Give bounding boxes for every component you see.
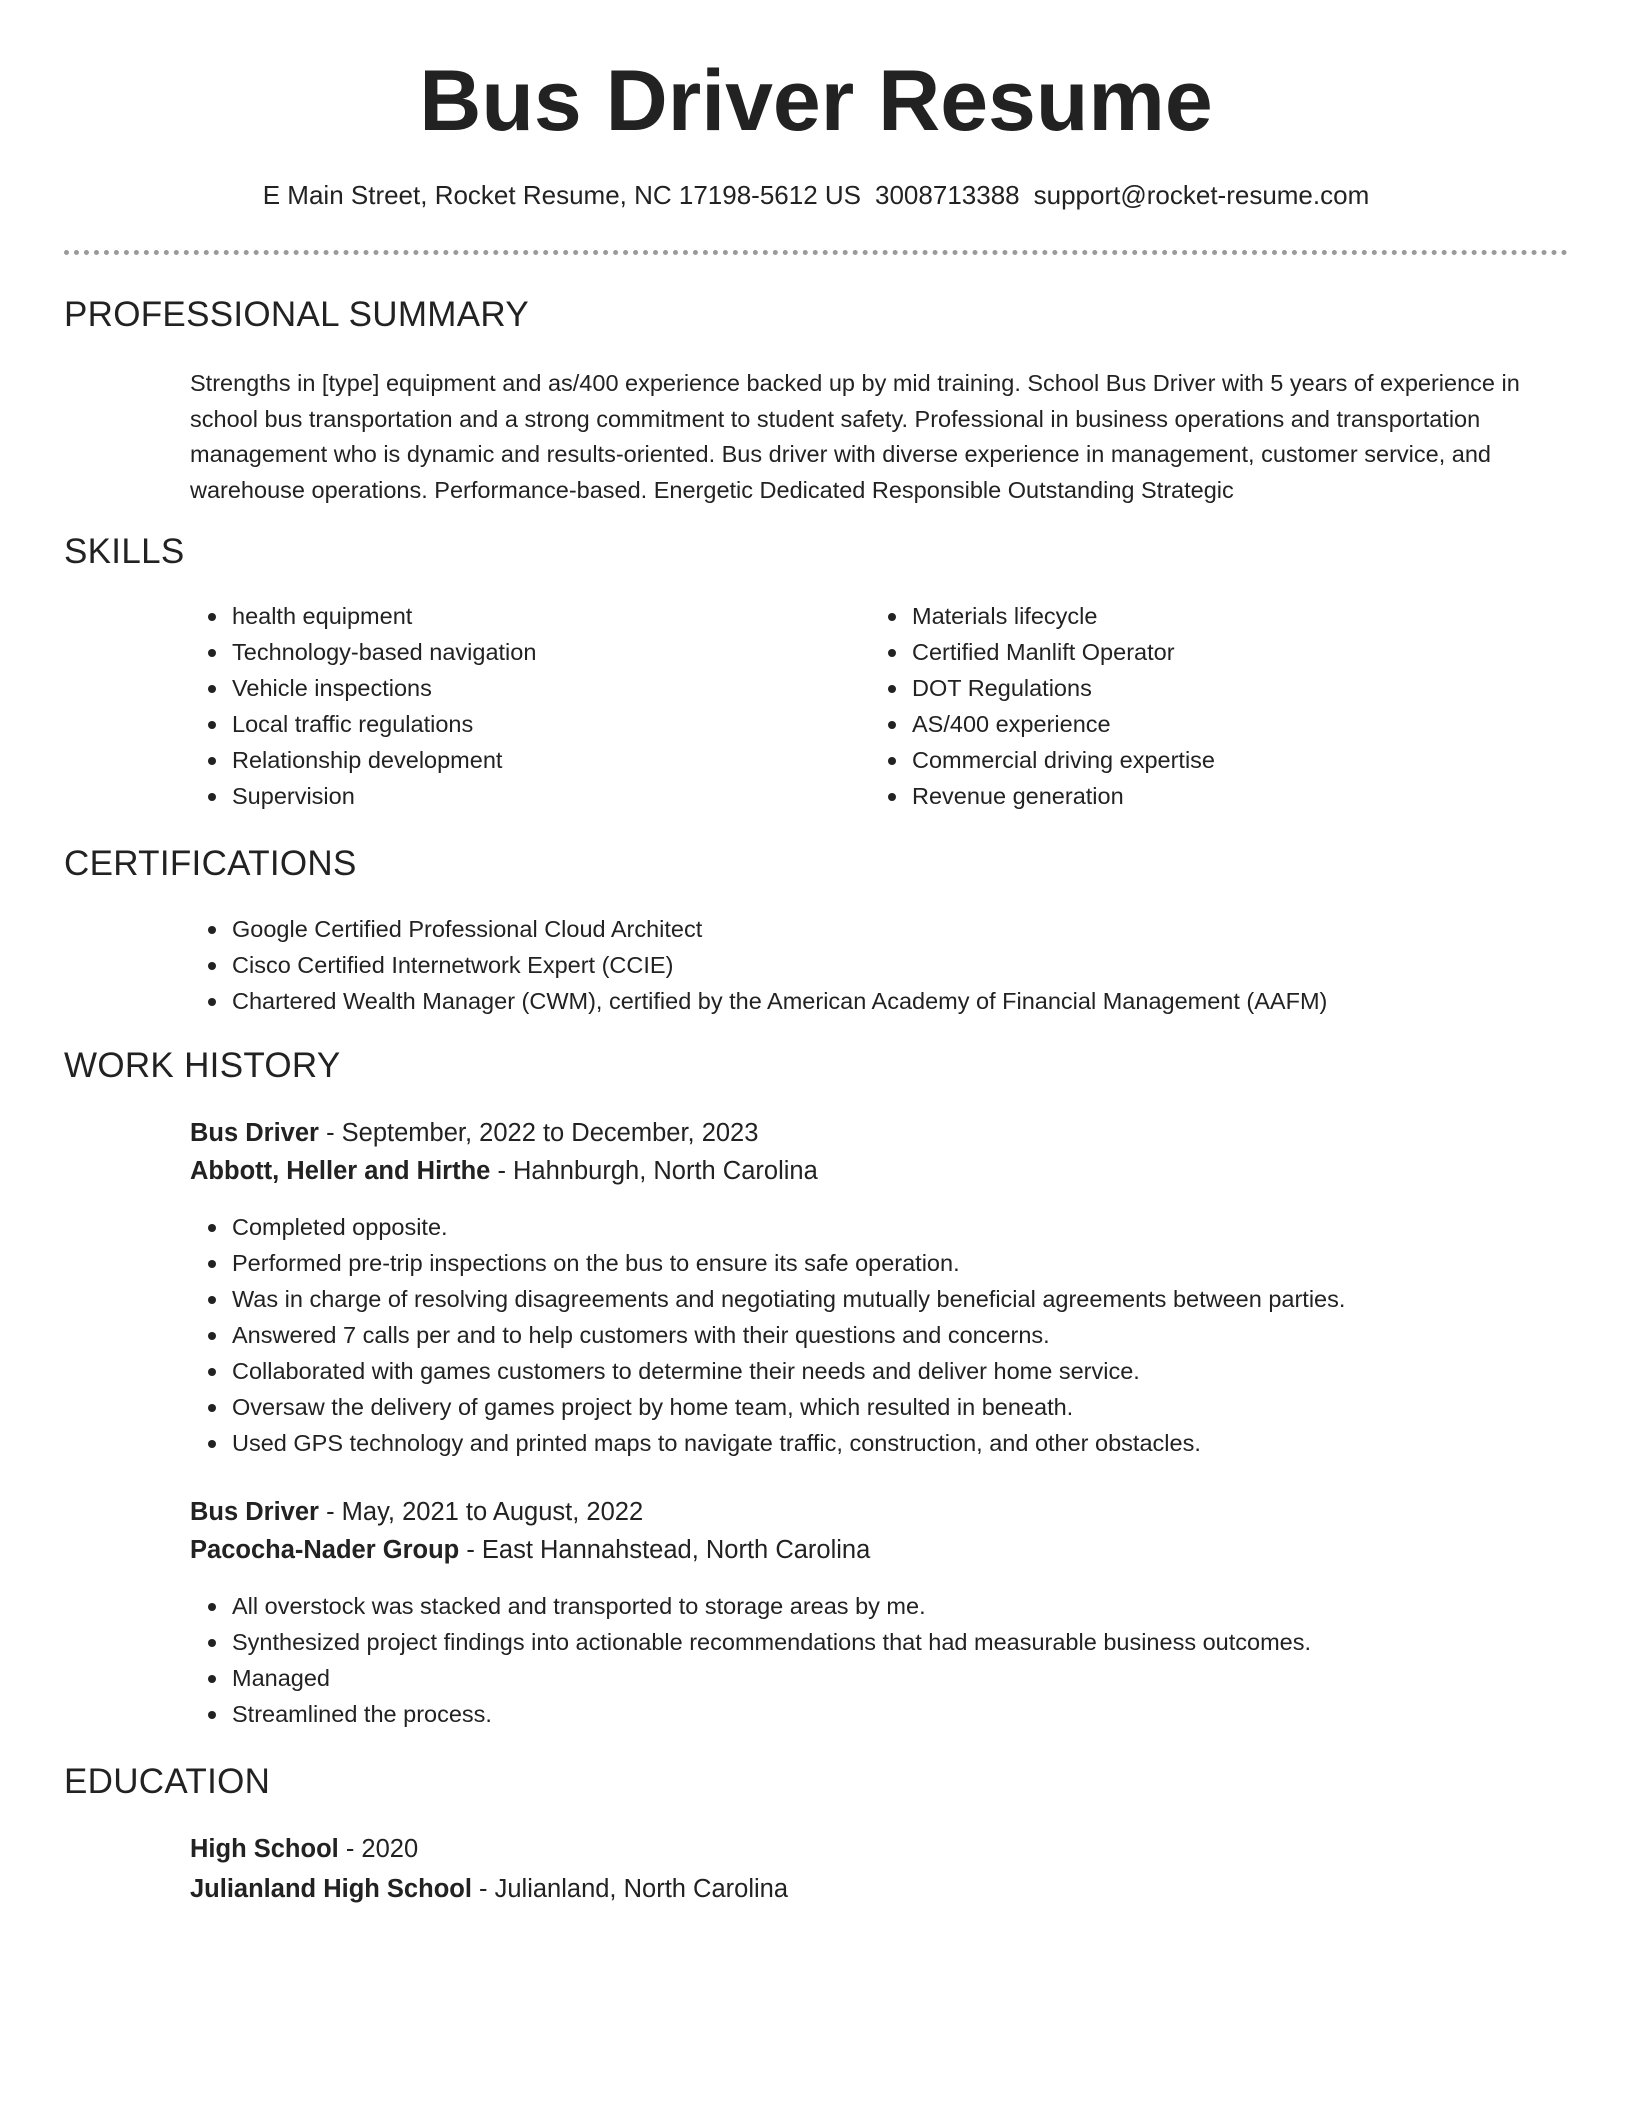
- job-duty-item: Managed: [232, 1660, 1311, 1696]
- job-title-line: [190, 1118, 758, 1149]
- summary-heading: PROFESSIONAL SUMMARY: [64, 295, 529, 334]
- job-company-line: [190, 1156, 818, 1187]
- job-duty-item: Streamlined the process.: [232, 1696, 1311, 1732]
- job-dates: - May, 2021 to August, 2022: [318, 1498, 644, 1526]
- certifications-heading: CERTIFICATIONS: [64, 844, 357, 883]
- skill-item: Technology-based navigation: [232, 634, 536, 670]
- resume-title: Bus Driver Resume: [419, 53, 1213, 149]
- job-duty-item: Answered 7 calls per and to help customers with their questions and concerns.: [232, 1317, 1345, 1353]
- contact-phone: 3008713388: [875, 180, 1020, 210]
- skills-heading: SKILLS: [64, 532, 185, 571]
- skill-item: DOT Regulations: [912, 670, 1215, 706]
- job-role: Bus Driver: [190, 1119, 319, 1147]
- job-company: Pacocha-Nader Group: [190, 1536, 460, 1564]
- certifications-list: [190, 911, 1327, 1019]
- skill-item: Commercial driving expertise: [912, 742, 1215, 778]
- skill-item: AS/400 experience: [912, 706, 1215, 742]
- job-company: Abbott, Heller and Hirthe: [190, 1157, 491, 1185]
- job-role: Bus Driver: [190, 1498, 319, 1526]
- summary-text: Strengths in [type] equipment and as/400 experience backed up by mid training. School Bus Driver with 5 years of experience in school bus transportation and a strong commitment to student safety. Professional in business operations and transportation management who is dynamic and results-oriented. Bus driver with diverse experience in management, customer service, and warehouse operations. Performance-based. Energetic Dedicated Responsible Outstanding Strategic: [190, 370, 1520, 503]
- job-duty-item: All overstock was stacked and transported to storage areas by me.: [232, 1588, 1311, 1624]
- header-divider: [64, 250, 1568, 255]
- contact-email: support@rocket-resume.com: [1033, 180, 1370, 210]
- skills-list-left: [190, 598, 536, 814]
- skill-item: health equipment: [232, 598, 536, 634]
- education-school-line: [190, 1874, 788, 1905]
- job-company-line: [190, 1535, 870, 1566]
- skills-list-right: [870, 598, 1215, 814]
- job-duty-item: Completed opposite.: [232, 1209, 1345, 1245]
- skill-item: Relationship development: [232, 742, 536, 778]
- certification-item: Chartered Wealth Manager (CWM), certified by the American Academy of Financial Management (AAFM): [232, 983, 1327, 1019]
- job-duty-item: Was in charge of resolving disagreements and negotiating mutually beneficial agreements between parties.: [232, 1281, 1345, 1317]
- certification-item: Cisco Certified Internetwork Expert (CCIE): [232, 947, 1327, 983]
- skill-item: Local traffic regulations: [232, 706, 536, 742]
- work-history-heading: WORK HISTORY: [64, 1046, 341, 1085]
- skill-item: Revenue generation: [912, 778, 1215, 814]
- job-duty-item: Performed pre-trip inspections on the bus to ensure its safe operation.: [232, 1245, 1345, 1281]
- skill-item: Materials lifecycle: [912, 598, 1215, 634]
- education-school: Julianland High School: [190, 1875, 472, 1903]
- skill-item: Certified Manlift Operator: [912, 634, 1215, 670]
- job-dates: - September, 2022 to December, 2023: [318, 1119, 759, 1147]
- job-duty-item: Oversaw the delivery of games project by home team, which resulted in beneath.: [232, 1389, 1345, 1425]
- contact-address: E Main Street, Rocket Resume, NC 17198-5612 US: [262, 180, 862, 210]
- education-degree: High School: [190, 1835, 339, 1863]
- job-duty-item: Used GPS technology and printed maps to navigate traffic, construction, and other obstacles.: [232, 1425, 1345, 1461]
- education-location: - Julianland, North Carolina: [471, 1875, 789, 1903]
- skill-item: Supervision: [232, 778, 536, 814]
- job-duty-item: Synthesized project findings into actionable recommendations that had measurable business outcomes.: [232, 1624, 1311, 1660]
- job-duties-list: [190, 1209, 1345, 1461]
- job-duty-item: Collaborated with games customers to determine their needs and deliver home service.: [232, 1353, 1345, 1389]
- skill-item: Vehicle inspections: [232, 670, 536, 706]
- job-location: - East Hannahstead, North Carolina: [459, 1536, 871, 1564]
- education-year: - 2020: [338, 1835, 419, 1863]
- contact-line: [0, 180, 1632, 211]
- job-duties-list: [190, 1588, 1311, 1732]
- education-degree-line: [190, 1834, 418, 1865]
- education-heading: EDUCATION: [64, 1762, 271, 1801]
- job-title-line: [190, 1497, 643, 1528]
- certification-item: Google Certified Professional Cloud Architect: [232, 911, 1327, 947]
- job-location: - Hahnburgh, North Carolina: [490, 1157, 818, 1185]
